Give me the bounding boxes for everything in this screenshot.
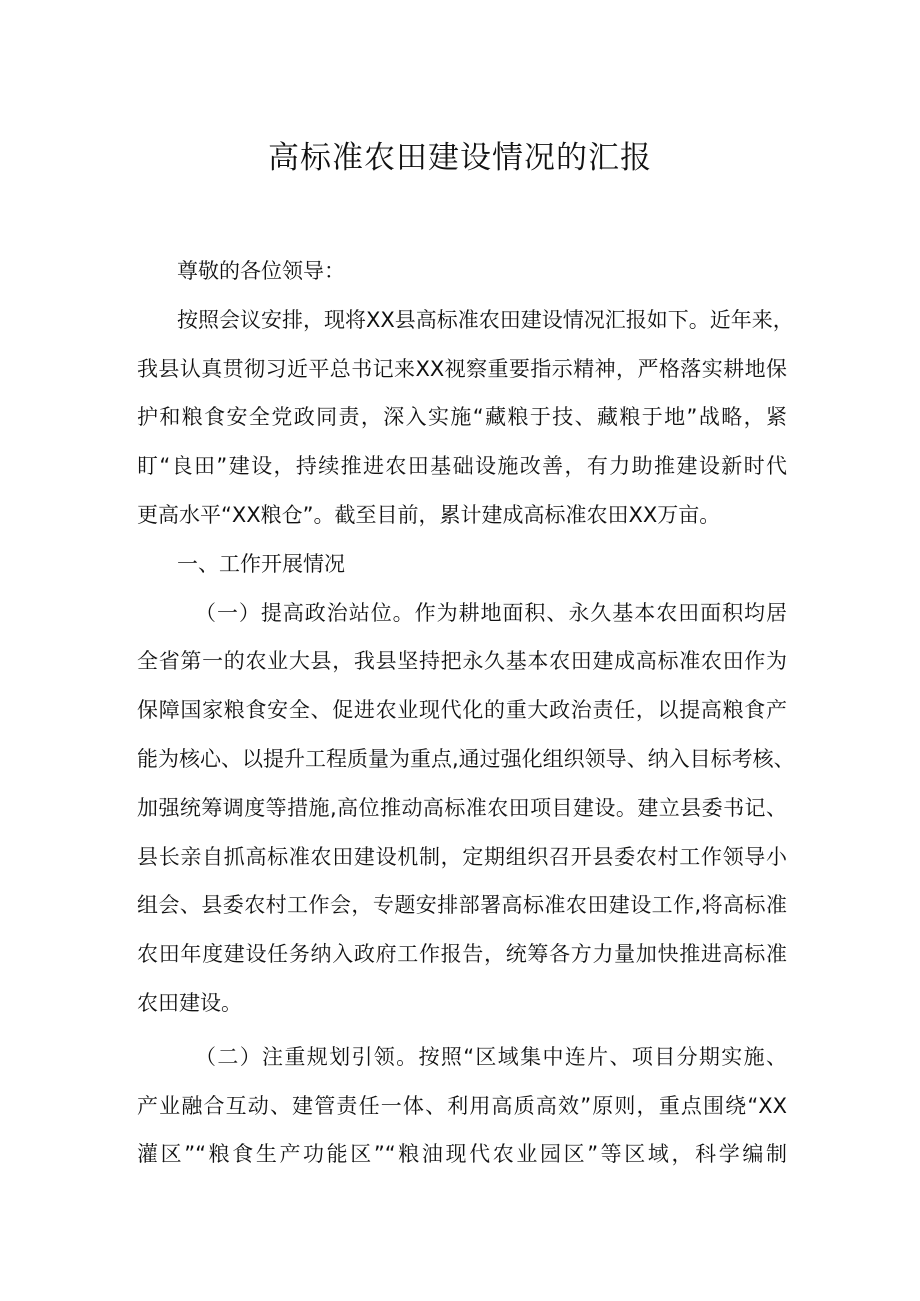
paragraph-line: 灌区”“粮食生产功能区”“粮油现代农业园区”等区域，科学编制 [137,1142,787,1167]
paragraph-line: 县长亲自抓高标准农田建设机制，定期组织召开县委农村工作领导小 [137,844,787,869]
paragraph-line: （二）注重规划引领。按照“区域集中连片、项目分期实施、 [195,1044,787,1069]
paragraph-line: 加强统筹调度等措施,高位推动高标准农田项目建设。建立县委书记、 [137,795,787,820]
section-heading: 一、工作开展情况 [177,551,345,576]
paragraph-line: 组会、县委农村工作会，专题安排部署高标准农田建设工作,将高标准 [137,893,787,918]
intro-line: 更高水平“XX粮仓”。截至目前，累计建成高标准农田XX万亩。 [137,502,721,527]
paragraph-line: 农田建设。 [137,990,242,1015]
intro-line: 按照会议安排，现将XX县高标准农田建设情况汇报如下。近年来， [177,307,794,332]
paragraph-line: 能为核心、以提升工程质量为重点,通过强化组织领导、纳入目标考核、 [137,746,795,771]
paragraph-line: 农田年度建设任务纳入政府工作报告，统筹各方力量加快推进高标准 [137,942,787,967]
paragraph-line: 全省第一的农业大县，我县坚持把永久基本农田建成高标准农田作为 [137,649,787,674]
intro-line: 我县认真贯彻习近平总书记来XX视察重要指示精神，严格落实耕地保 [137,356,787,381]
paragraph-line: （一）提高政治站位。作为耕地面积、永久基本农田面积均居 [195,600,787,625]
document-body [137,247,795,1179]
paragraph-line: 保障国家粮食安全、促进农业现代化的重大政治责任，以提高粮食产 [137,698,787,723]
paragraph-line: 产业融合互动、建管责任一体、利用高质高效”原则，重点围绕“XX [137,1093,787,1118]
intro-line: 护和粮食安全党政同责，深入实施“藏粮于技、藏粮于地”战略，紧 [137,405,787,430]
intro-line: 盯“良田”建设，持续推进农田基础设施改善，有力助推建设新时代 [137,454,787,479]
document-title: 高标准农田建设情况的汇报 [268,140,652,176]
salutation: 尊敬的各位领导： [177,259,345,283]
